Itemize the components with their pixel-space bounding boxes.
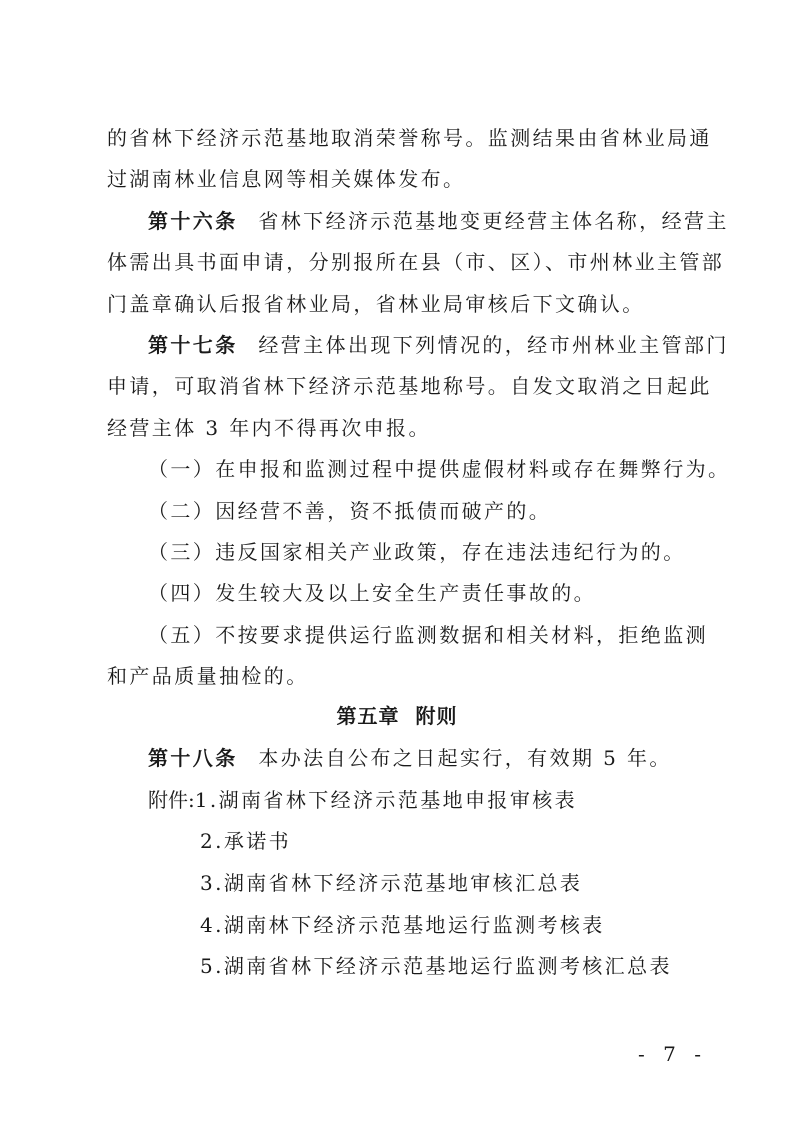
text: 体需出具书面申请，分别报所在县（市、区）、市州林业主管部 bbox=[107, 250, 725, 274]
list-item bbox=[0, 455, 794, 483]
text: 省林下经济示范基地变更经营主体名称，经营主 bbox=[258, 209, 729, 233]
text: 经营主体 3 年内不得再次申报。 bbox=[107, 416, 431, 440]
text: 的省林下经济示范基地取消荣誉称号。监测结果由省林业局通 bbox=[107, 126, 712, 150]
list-item bbox=[0, 497, 794, 525]
text: （二）因经营不善，资不抵债而破产的。 bbox=[148, 499, 552, 523]
text: 经营主体出现下列情况的，经市州林业主管部门 bbox=[258, 333, 729, 357]
page-number: - 7 - bbox=[638, 1042, 707, 1066]
attachment-item: 2.承诺书 bbox=[200, 829, 292, 853]
paragraph-line bbox=[0, 372, 794, 400]
attachment-item: 5.湖南省林下经济示范基地运行监测考核汇总表 bbox=[200, 954, 672, 978]
text: 门盖章确认后报省林业局，省林业局审核后下文确认。 bbox=[107, 292, 645, 316]
article-label: 第十八条 bbox=[148, 746, 238, 770]
attachment-line bbox=[0, 952, 794, 980]
list-item bbox=[0, 621, 794, 649]
paragraph-line bbox=[0, 165, 794, 193]
text: （四）发生较大及以上安全生产责任事故的。 bbox=[148, 581, 596, 605]
article-label: 第十七条 bbox=[148, 333, 238, 357]
paragraph-line bbox=[0, 414, 794, 442]
text: 本办法自公布之日起实行，有效期 5 年。 bbox=[258, 746, 672, 770]
paragraph-line bbox=[0, 662, 794, 690]
text: 过湖南林业信息网等相关媒体发布。 bbox=[107, 167, 466, 191]
chapter-heading bbox=[0, 702, 794, 730]
attachment-item: 1.湖南省林下经济示范基地申报审核表 bbox=[194, 788, 578, 812]
list-item bbox=[0, 579, 794, 607]
text: （一）在申报和监测过程中提供虚假材料或存在舞弊行为。 bbox=[148, 457, 731, 481]
text: 第五章 附则 bbox=[336, 704, 458, 728]
attachment-prefix: 附件: bbox=[148, 788, 195, 812]
attachment-line bbox=[0, 869, 794, 897]
article-label: 第十六条 bbox=[148, 209, 238, 233]
attachment-item: 3.湖南省林下经济示范基地审核汇总表 bbox=[200, 871, 583, 895]
paragraph-line bbox=[0, 124, 794, 152]
article-17-line bbox=[0, 331, 794, 359]
article-18-line bbox=[0, 744, 794, 772]
text: （三）违反国家相关产业政策，存在违法违纪行为的。 bbox=[148, 540, 686, 564]
paragraph-line bbox=[0, 248, 794, 276]
attachment-line bbox=[0, 786, 794, 814]
article-16-line bbox=[0, 207, 794, 235]
attachment-line bbox=[0, 827, 794, 855]
text: （五）不按要求提供运行监测数据和相关材料，拒绝监测 bbox=[148, 623, 708, 647]
paragraph-line bbox=[0, 290, 794, 318]
text: 和产品质量抽检的。 bbox=[107, 664, 309, 688]
attachment-line bbox=[0, 911, 794, 939]
list-item bbox=[0, 538, 794, 566]
attachment-item: 4.湖南林下经济示范基地运行监测考核表 bbox=[200, 913, 605, 937]
text: 申请，可取消省林下经济示范基地称号。自发文取消之日起此 bbox=[107, 374, 712, 398]
